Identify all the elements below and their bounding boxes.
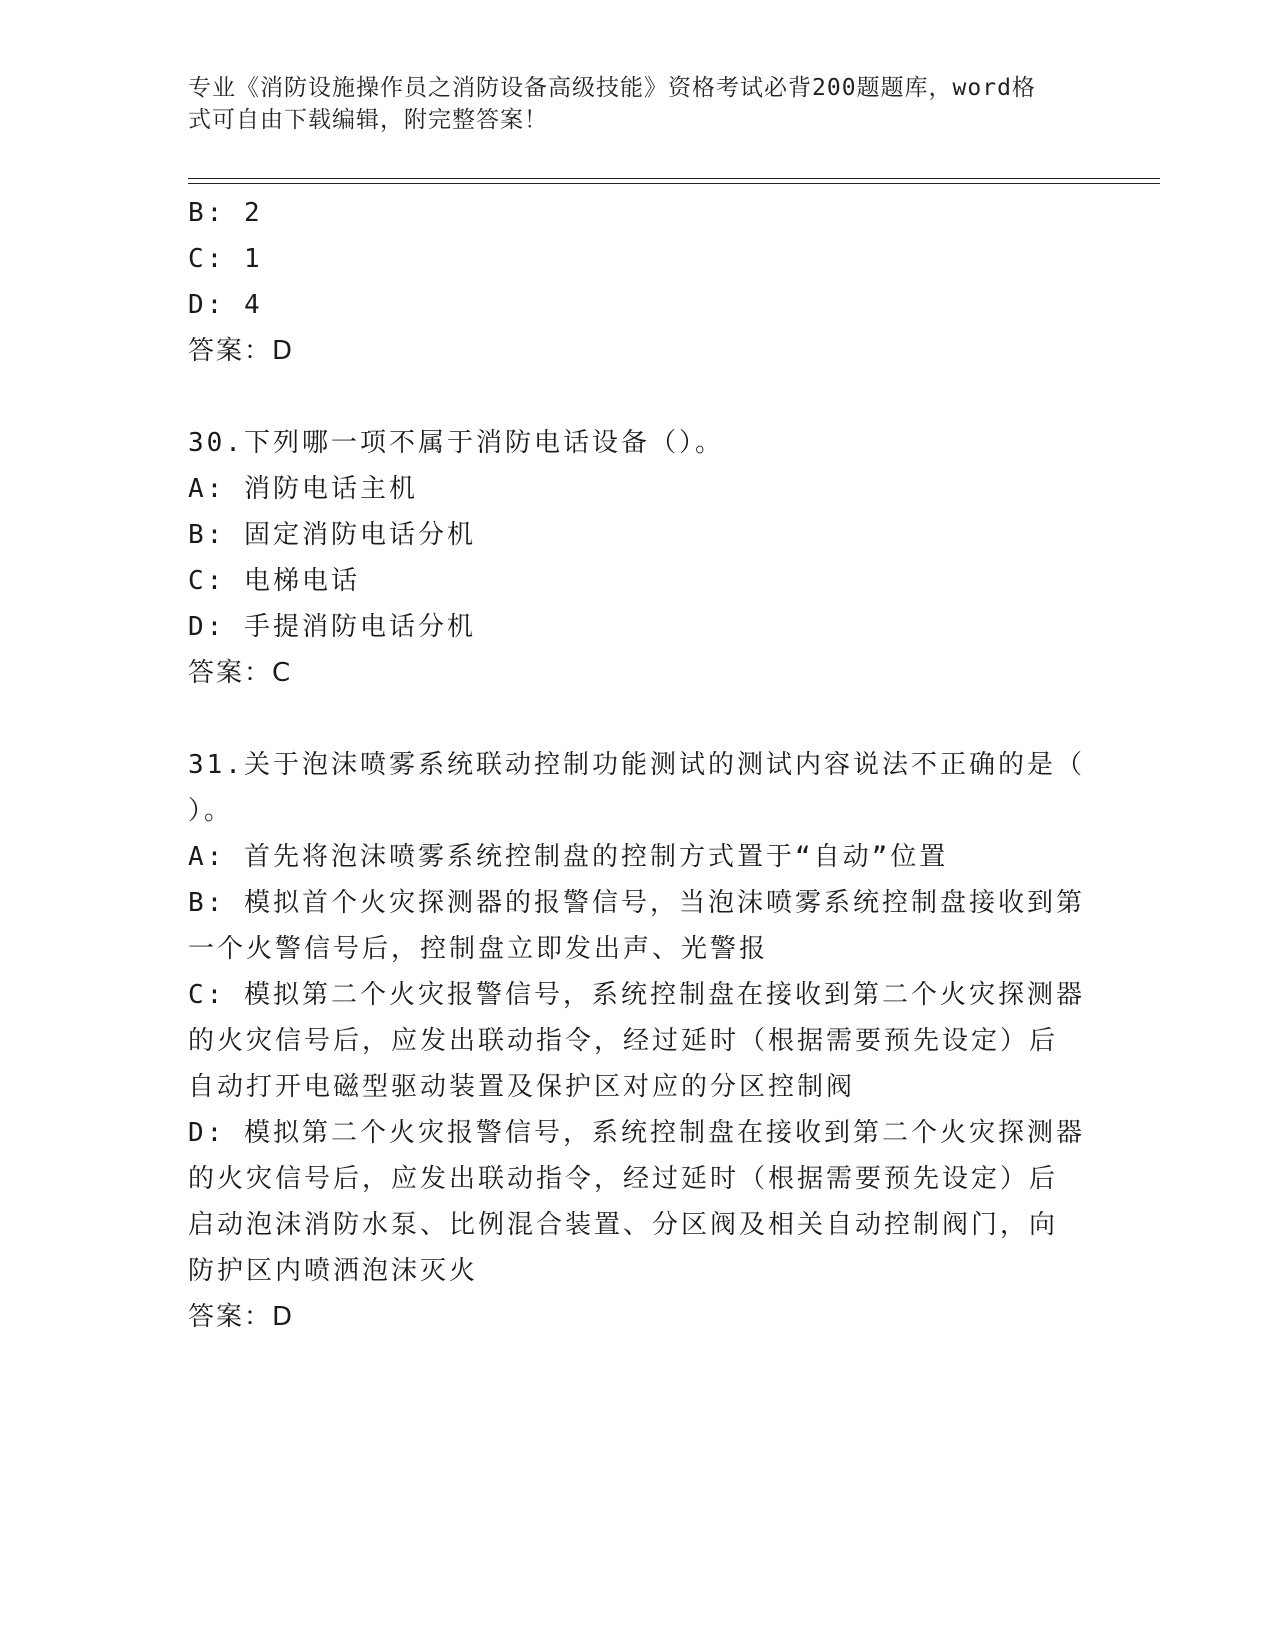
option-a: A: 消防电话主机 <box>188 474 418 504</box>
previous-question-tail <box>188 190 1088 374</box>
answer-line: 答案：D <box>188 1302 295 1332</box>
question-stem: 31.关于泡沫喷雾系统联动控制功能测试的测试内容说法不正确的是（ <box>188 750 1085 780</box>
spacer <box>188 696 1088 742</box>
answer-line: 答案：D <box>188 336 295 366</box>
question-stem: 30.下列哪一项不属于消防电话设备（）。 <box>188 428 724 458</box>
header-divider-bottom <box>188 183 1160 184</box>
page-header <box>188 72 1088 136</box>
option-d-cont: 的火灾信号后，应发出联动指令，经过延时（根据需要预先设定）后 <box>188 1164 1059 1194</box>
document-body <box>188 190 1088 1340</box>
option-c-cont: 的火灾信号后，应发出联动指令，经过延时（根据需要预先设定）后 <box>188 1026 1059 1056</box>
answer-line: 答案：C <box>188 658 293 688</box>
option-d: D: 手提消防电话分机 <box>188 612 476 642</box>
option-d-cont: 防护区内喷洒泡沫灭火 <box>188 1256 479 1286</box>
option-c: C: 1 <box>188 244 263 274</box>
option-d-cont: 启动泡沫消防水泵、比例混合装置、分区阀及相关自动控制阀门，向 <box>188 1210 1059 1240</box>
spacer <box>188 374 1088 420</box>
option-c: C: 模拟第二个火灾报警信号，系统控制盘在接收到第二个火灾探测器 <box>188 980 1085 1010</box>
option-c: C: 电梯电话 <box>188 566 360 596</box>
option-b-cont: 一个火警信号后，控制盘立即发出声、光警报 <box>188 934 769 964</box>
question-31 <box>188 742 1088 1340</box>
header-divider-top <box>188 178 1160 179</box>
header-line-2: 式可自由下载编辑，附完整答案！ <box>188 107 548 133</box>
option-d: D: 模拟第二个火灾报警信号，系统控制盘在接收到第二个火灾探测器 <box>188 1118 1085 1148</box>
option-b: B: 模拟首个火灾探测器的报警信号，当泡沫喷雾系统控制盘接收到第 <box>188 888 1085 918</box>
option-d: D: 4 <box>188 290 263 320</box>
question-stem-cont: ）。 <box>188 796 234 826</box>
option-c-cont: 自动打开电磁型驱动装置及保护区对应的分区控制阀 <box>188 1072 856 1102</box>
question-30 <box>188 420 1088 696</box>
option-b: B: 固定消防电话分机 <box>188 520 476 550</box>
header-line-1: 专业《消防设施操作员之消防设备高级技能》资格考试必背200题题库，word格 <box>188 75 1036 101</box>
option-b: B: 2 <box>188 198 263 228</box>
option-a: A: 首先将泡沫喷雾系统控制盘的控制方式置于“自动”位置 <box>188 842 949 872</box>
